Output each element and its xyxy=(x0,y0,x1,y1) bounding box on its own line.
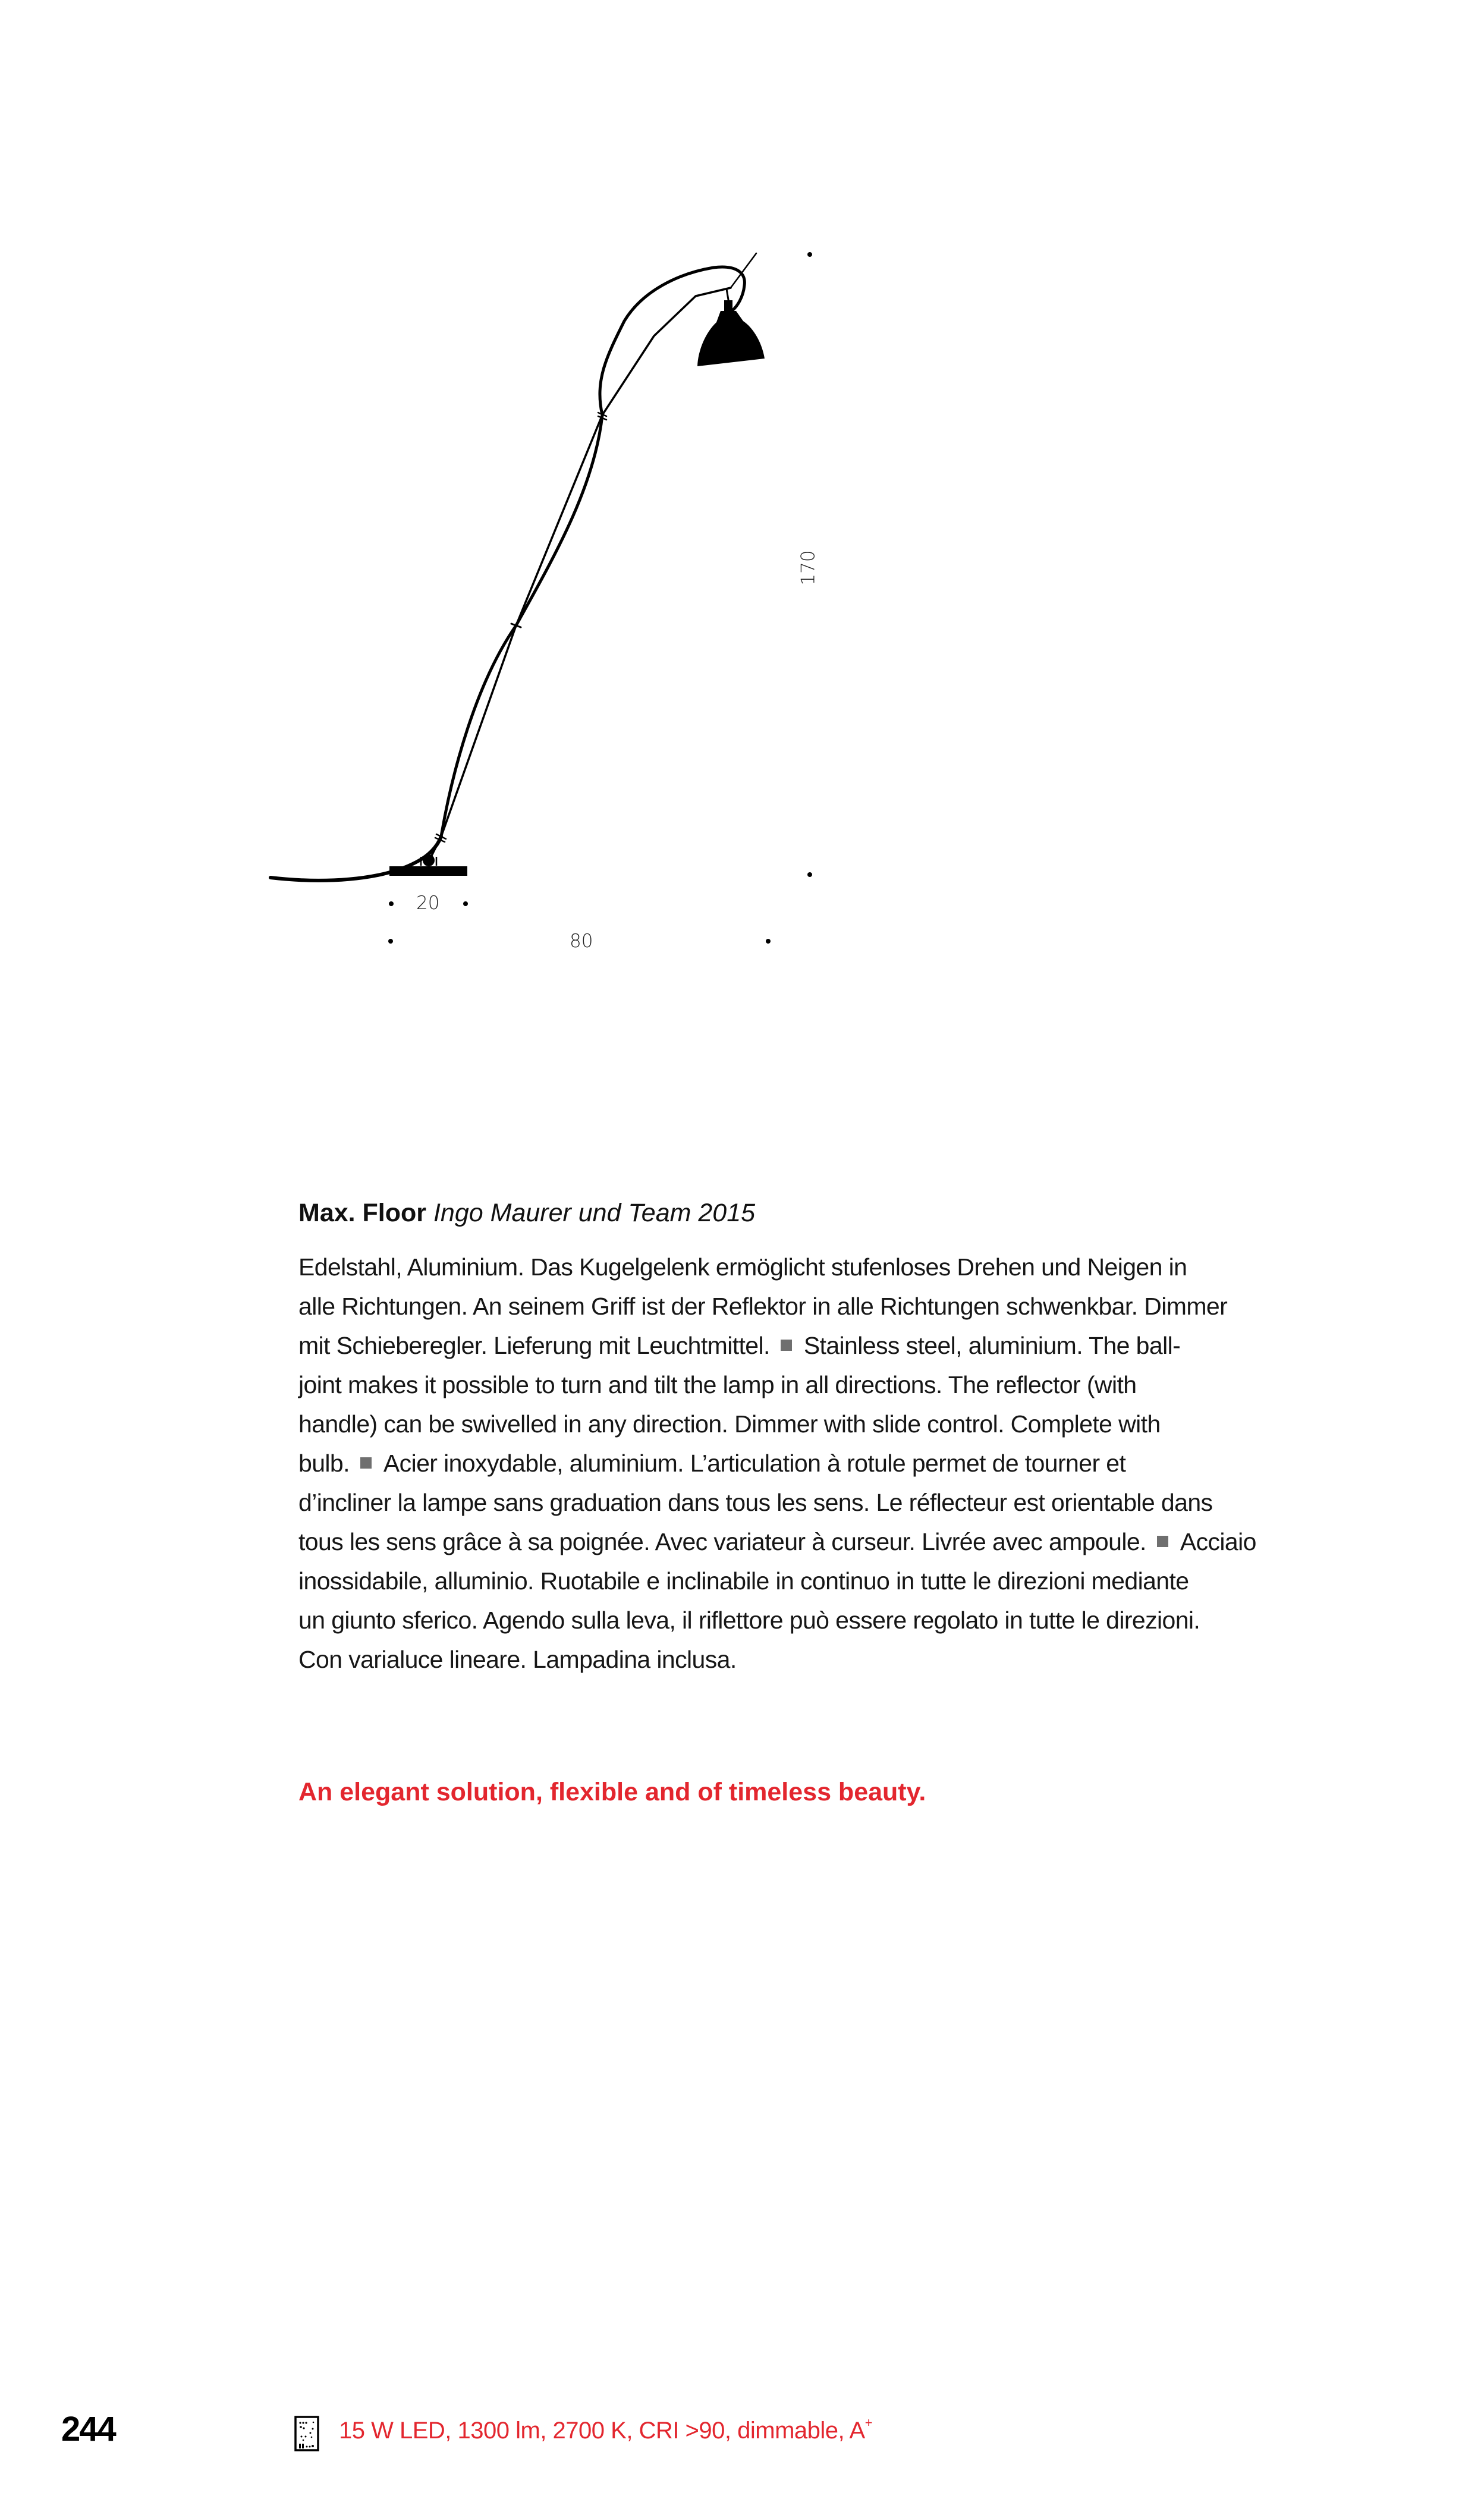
description-segment: Con varialuce lineare. Lampadina inclusa. xyxy=(298,1646,737,1673)
page-footer xyxy=(0,2409,1484,2457)
description-segment: tous les sens grâce à sa poignée. Avec variateur à curseur. Livrée avec ampoule. xyxy=(298,1528,1146,1555)
description-line xyxy=(298,1287,1285,1326)
description-segment: inossidabile, alluminio. Ruotabile e inclinabile in continuo in tutte le direzioni mediante xyxy=(298,1567,1189,1595)
dim-dot-20-right xyxy=(463,901,468,906)
description-line xyxy=(298,1601,1285,1640)
description-segment: alle Richtungen. An seinem Griff ist der Reflektor in alle Richtungen schwenkbar. Dimmer xyxy=(298,1293,1228,1320)
description-segment: handle) can be swivelled in any direction. Dimmer with slide control. Complete with xyxy=(298,1410,1161,1438)
dim-dot-20-left xyxy=(389,901,394,906)
technical-spec xyxy=(339,2415,873,2444)
description-line xyxy=(298,1365,1285,1404)
description-segment: Stainless steel, aluminium. The ball- xyxy=(803,1332,1181,1359)
dim-dot-floor xyxy=(807,872,812,877)
description-segment: mit Schieberegler. Lieferung mit Leuchtmittel. xyxy=(298,1332,770,1359)
description-segment: joint makes it possible to turn and tilt the lamp in all directions. The reflector (with xyxy=(298,1371,1137,1398)
description-line xyxy=(298,1404,1285,1444)
description-segment: un giunto sferico. Agendo sulla leva, il riflettore può essere regolato in tutte le direzioni. xyxy=(298,1607,1200,1634)
dimmer-icon xyxy=(294,2415,320,2452)
description-line xyxy=(298,1483,1285,1522)
dimension-base-width: 20 xyxy=(416,892,440,914)
spec-text: 15 W LED, 1300 lm, 2700 K, CRI >90, dimmable, A xyxy=(339,2418,865,2444)
language-separator-icon xyxy=(1157,1536,1168,1547)
energy-class-superscript: + xyxy=(864,2415,873,2430)
dim-dot-80-left xyxy=(388,939,393,944)
product-description xyxy=(298,1247,1285,1679)
language-separator-icon xyxy=(360,1457,372,1469)
description-segment: Acciaio xyxy=(1180,1528,1256,1555)
description-line xyxy=(298,1326,1285,1365)
description-line xyxy=(298,1247,1285,1287)
language-separator-icon xyxy=(781,1340,792,1351)
product-description-block xyxy=(298,1196,1285,1679)
dim-dot-top xyxy=(807,252,812,257)
description-segment: d’incliner la lampe sans graduation dans tous les sens. Le réflecteur est orientable dans xyxy=(298,1489,1213,1516)
description-line xyxy=(298,1561,1285,1601)
description-segment: Edelstahl, Aluminium. Das Kugelgelenk ermöglicht stufenloses Drehen und Neigen in xyxy=(298,1253,1187,1281)
dimension-height: 170 xyxy=(797,550,819,586)
dim-dot-80-right xyxy=(766,939,771,944)
lamp-cable xyxy=(441,267,744,837)
page-number: 244 xyxy=(61,2410,115,2448)
description-line xyxy=(298,1640,1285,1679)
description-segment: Acier inoxydable, aluminium. L’articulation à rotule permet de tourner et xyxy=(383,1450,1126,1477)
product-name: Max. Floor xyxy=(298,1199,427,1227)
lamp-rod xyxy=(429,288,731,860)
product-designer: Ingo Maurer und Team 2015 xyxy=(433,1199,756,1227)
product-heading xyxy=(298,1196,1285,1230)
lamp-technical-drawing xyxy=(0,0,1484,1011)
lamp-shade xyxy=(697,300,765,366)
product-tagline: An elegant solution, flexible and of timeless beauty. xyxy=(298,1778,926,1806)
ball-joint xyxy=(423,854,435,866)
description-line xyxy=(298,1522,1285,1561)
lamp-base-plate xyxy=(389,866,467,876)
description-line xyxy=(298,1444,1285,1483)
dimension-footprint-width: 80 xyxy=(570,931,593,952)
description-segment: bulb. xyxy=(298,1450,350,1477)
